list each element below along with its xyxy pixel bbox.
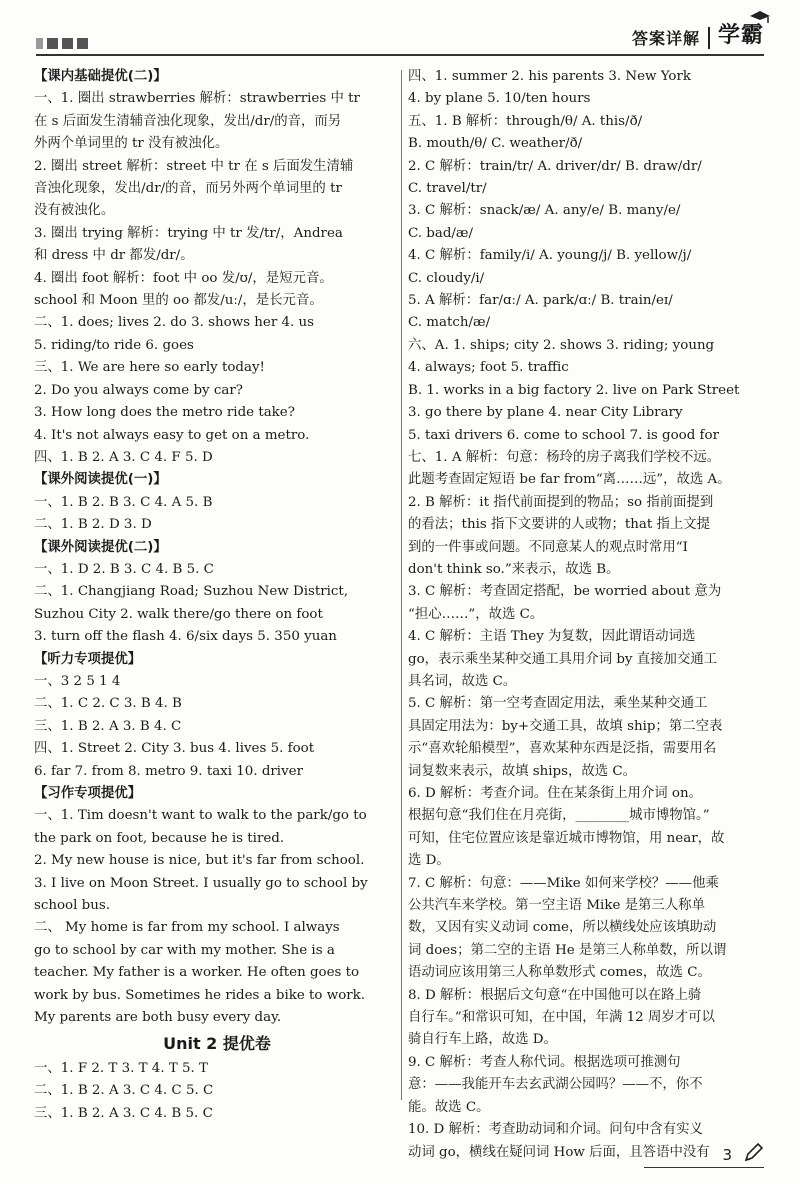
answer-line: 2. Do you always come by car? [34,382,243,398]
answer-line: 一、3 2 5 1 4 [34,673,121,689]
answer-columns [0,62,800,1160]
answer-line: C. travel/tr/ [408,181,487,197]
section-heading: 【课外阅读提优(一)】 [34,472,167,488]
answer-line: 骑自行车上路，故选 D。 [408,1032,557,1048]
answer-line: 自行车。”和常识可知，在中国，年满 12 周岁才可以 [408,1010,715,1026]
section-heading: 【课外阅读提优(二)】 [34,539,167,555]
answer-line: 词复数来表示，故填 ships，故选 C。 [408,763,637,779]
answer-line: 2. My new house is nice, but it's far from school. [34,853,365,869]
section-heading: 【课内基础提优(二)】 [34,69,167,84]
answer-line: 3. C 解析：snack/æ/ A. any/e/ B. many/e/ [408,203,681,219]
answer-line: 4. always; foot 5. traffic [408,360,569,376]
answer-line: 3. C 解析：考查固定搭配，be worried about 意为 [408,584,722,600]
answer-line: 一、1. 圈出 strawberries 解析：strawberries 中 tr [34,91,360,107]
answer-line: 的看法；this 指下文要讲的人或物；that 指上文提 [408,517,711,533]
page-footer [722,1142,764,1164]
unit-title: Unit 2 提优卷 [163,1034,271,1054]
answer-line: 可知，住宅位置应该是靠近城市博物馆，用 near，故 [408,830,725,846]
answer-line: 六、A. 1. ships; city 2. shows 3. riding; young [408,337,715,353]
answer-line: 一、1. F 2. T 3. T 4. T 5. T [34,1060,208,1076]
answer-line: 二、1. B 2. D 3. D [34,517,152,533]
answer-line: school bus. [34,898,110,914]
answer-line: 五、1. B 解析：through/θ/ A. this/ð/ [408,113,643,129]
answer-line: 2. B 解析：it 指代前面提到的物品；so 指前面提到 [408,494,714,510]
answer-line: 二、1. does; lives 2. do 3. shows her 4. us [34,315,315,331]
answer-line: 6. D 解析：考查介词。住在某条街上用介词 on。 [408,786,702,801]
answer-line: 音浊化现象，发出/dr/的音，而另外两个单词里的 tr [34,181,342,197]
answer-line: 6. far 7. from 8. metro 9. taxi 10. driver [34,763,303,779]
answer-line: 词 does；第二空的主语 He 是第三人称单数，所以谓 [408,942,727,958]
answer-line: 动词 go，横线在疑问词 How 后面，且答语中没有 [408,1144,710,1160]
answer-line: 9. C 解析：考查人称代词。根据选项可推测句 [408,1054,681,1070]
answer-line: 5. riding/to ride 6. goes [34,337,194,353]
answer-line: go，表示乘坐某种交通工具用介词 by 直接加交通工 [408,651,718,667]
answer-line: 一、1. B 2. B 3. C 4. A 5. B [34,494,213,510]
page-number: 3 [722,1146,732,1164]
answer-line: 数，又因有实义动词 come，所以横线处应该填助动 [408,920,717,936]
right-column [408,66,766,1164]
answer-line: 3. How long does the metro ride take? [34,405,295,421]
answer-line: 二、1. Changjiang Road; Suzhou New District, [34,584,349,600]
header-brand [632,18,764,49]
answer-line: 一、1. D 2. B 3. C 4. B 5. C [34,561,214,577]
answer-line: 三、1. B 2. A 3. B 4. C [34,718,182,734]
answer-line: 8. D 解析：根据后文句意“在中国他可以在路上骑 [408,987,702,1003]
answer-line: 没有被浊化。 [34,203,115,219]
answer-line: 四、1. B 2. A 3. C 4. F 5. D [34,449,213,465]
answer-line: the park on foot, because he is tired. [34,830,285,846]
answer-line: 选 D。 [408,853,450,869]
answer-line: Suzhou City 2. walk there/go there on foot [34,606,323,622]
answer-line: 根据句意“我们住在月亮街，________城市博物馆。” [408,808,710,824]
answer-line: teacher. My father is a worker. He often goes to [34,965,360,981]
answer-line: don't think so.”来表示，故选 B。 [408,561,620,577]
answer-line: 二、 My home is far from my school. I always [34,920,340,936]
answer-line: 具固定用法为：by+交通工具，故填 ship；第二空表 [408,718,723,734]
answer-line: 5. A 解析：far/ɑː/ A. park/ɑː/ B. train/eɪ/ [408,293,673,309]
answer-line: school 和 Moon 里的 oo 都发/uː/，是长元音。 [34,293,323,309]
pencil-icon [742,1142,764,1164]
header-rule [36,54,764,56]
answer-line: 4. It's not always easy to get on a metro. [34,427,310,443]
section-heading: 【听力专项提优】 [34,651,142,667]
answer-line: 在 s 后面发生清辅音浊化现象，发出/dr/的音，而另 [34,113,342,129]
answer-line: 能。故选 C。 [408,1099,490,1115]
answer-line: go to school by car with my mother. She is a [34,942,335,958]
answer-line: 2. C 解析：train/tr/ A. driver/dr/ B. draw/dr/ [408,158,702,174]
header-label: 答案详解 [631,29,700,48]
answer-line: C. match/æ/ [408,315,491,331]
answer-line: C. bad/æ/ [408,225,474,241]
answer-line: 示“喜欢轮船模型”，喜欢某种东西是泛指，需要用名 [408,741,717,757]
brand-logo: 学霸 [717,23,764,48]
answer-line: 3. go there by plane 4. near City Library [408,405,683,421]
answer-line: 七、1. A 解析：句意：杨玲的房子离我们学校不远。 [408,449,721,465]
answer-line: 4. C 解析：family/i/ A. young/j/ B. yellow/j/ [408,248,692,264]
answer-line: 3. 圈出 trying 解析：trying 中 tr 发/tr/，Andrea [34,225,343,241]
header-squares-decoration [36,38,88,49]
answer-line: 10. D 解析：考查助动词和介词。问句中含有实义 [408,1122,703,1138]
answer-line: 7. C 解析：句意：——Mike 如何来学校？——他乘 [408,875,719,891]
answer-line: 二、1. B 2. A 3. C 4. C 5. C [34,1083,214,1099]
answer-line: B. 1. works in a big factory 2. live on Park Street [408,382,740,398]
answer-line: 3. I live on Moon Street. I usually go to school by [34,875,368,891]
answer-line: 和 dress 中 dr 都发/dr/。 [34,248,194,264]
page-header [0,0,800,62]
left-column [34,66,400,1125]
answer-line: 5. taxi drivers 6. come to school 7. is good for [408,427,719,443]
answer-line: “担心……”，故选 C。 [408,606,544,622]
answer-line: 外两个单词里的 tr 没有被浊化。 [34,136,229,152]
answer-line: 意：——我能开车去玄武湖公园吗？——不，你不 [408,1077,703,1093]
answer-line: 具名词，故选 C。 [408,673,517,689]
answer-line: 公共汽车来学校。第一空主语 Mike 是第三人称单 [408,898,705,914]
answer-line: 此题考查固定短语 be far from“离……远”，故选 A。 [408,472,731,488]
answer-line: 2. 圈出 street 解析：street 中 tr 在 s 后面发生清辅 [34,158,354,174]
header-separator [708,27,710,49]
answer-line: 三、1. B 2. A 3. C 4. B 5. C [34,1105,213,1121]
answer-line: 四、1. summer 2. his parents 3. New York [408,69,692,84]
answer-line: 3. turn off the flash 4. 6/six days 5. 350 yuan [34,629,337,645]
answer-line: 四、1. Street 2. City 3. bus 4. lives 5. foot [34,741,315,757]
answer-line: 到的一件事或问题。不同意某人的观点时常用“I [408,539,688,555]
graduation-cap-icon [748,10,772,24]
answer-line: 一、1. Tim doesn't want to walk to the park/go to [34,808,367,824]
answer-line: B. mouth/θ/ C. weather/ð/ [408,136,583,152]
section-heading: 【习作专项提优】 [34,786,142,801]
column-divider [401,70,402,1100]
answer-line: 4. C 解析：主语 They 为复数，因此谓语动词选 [408,629,696,645]
answer-line: 4. 圈出 foot 解析：foot 中 oo 发/ʊ/，是短元音。 [34,270,333,286]
footer-rule [644,1167,764,1168]
answer-line: My parents are both busy every day. [34,1010,282,1026]
answer-line: 5. C 解析：第一空考查固定用法，乘坐某种交通工 [408,696,708,712]
answer-line: work by bus. Sometimes he rides a bike to work. [34,987,366,1003]
answer-line: C. cloudy/i/ [408,270,485,286]
answer-line: 三、1. We are here so early today! [34,360,265,376]
answer-line: 二、1. C 2. C 3. B 4. B [34,696,182,712]
answer-line: 4. by plane 5. 10/ten hours [408,91,591,107]
answer-line: 语动词应该用第三人称单数形式 comes，故选 C。 [408,965,711,981]
